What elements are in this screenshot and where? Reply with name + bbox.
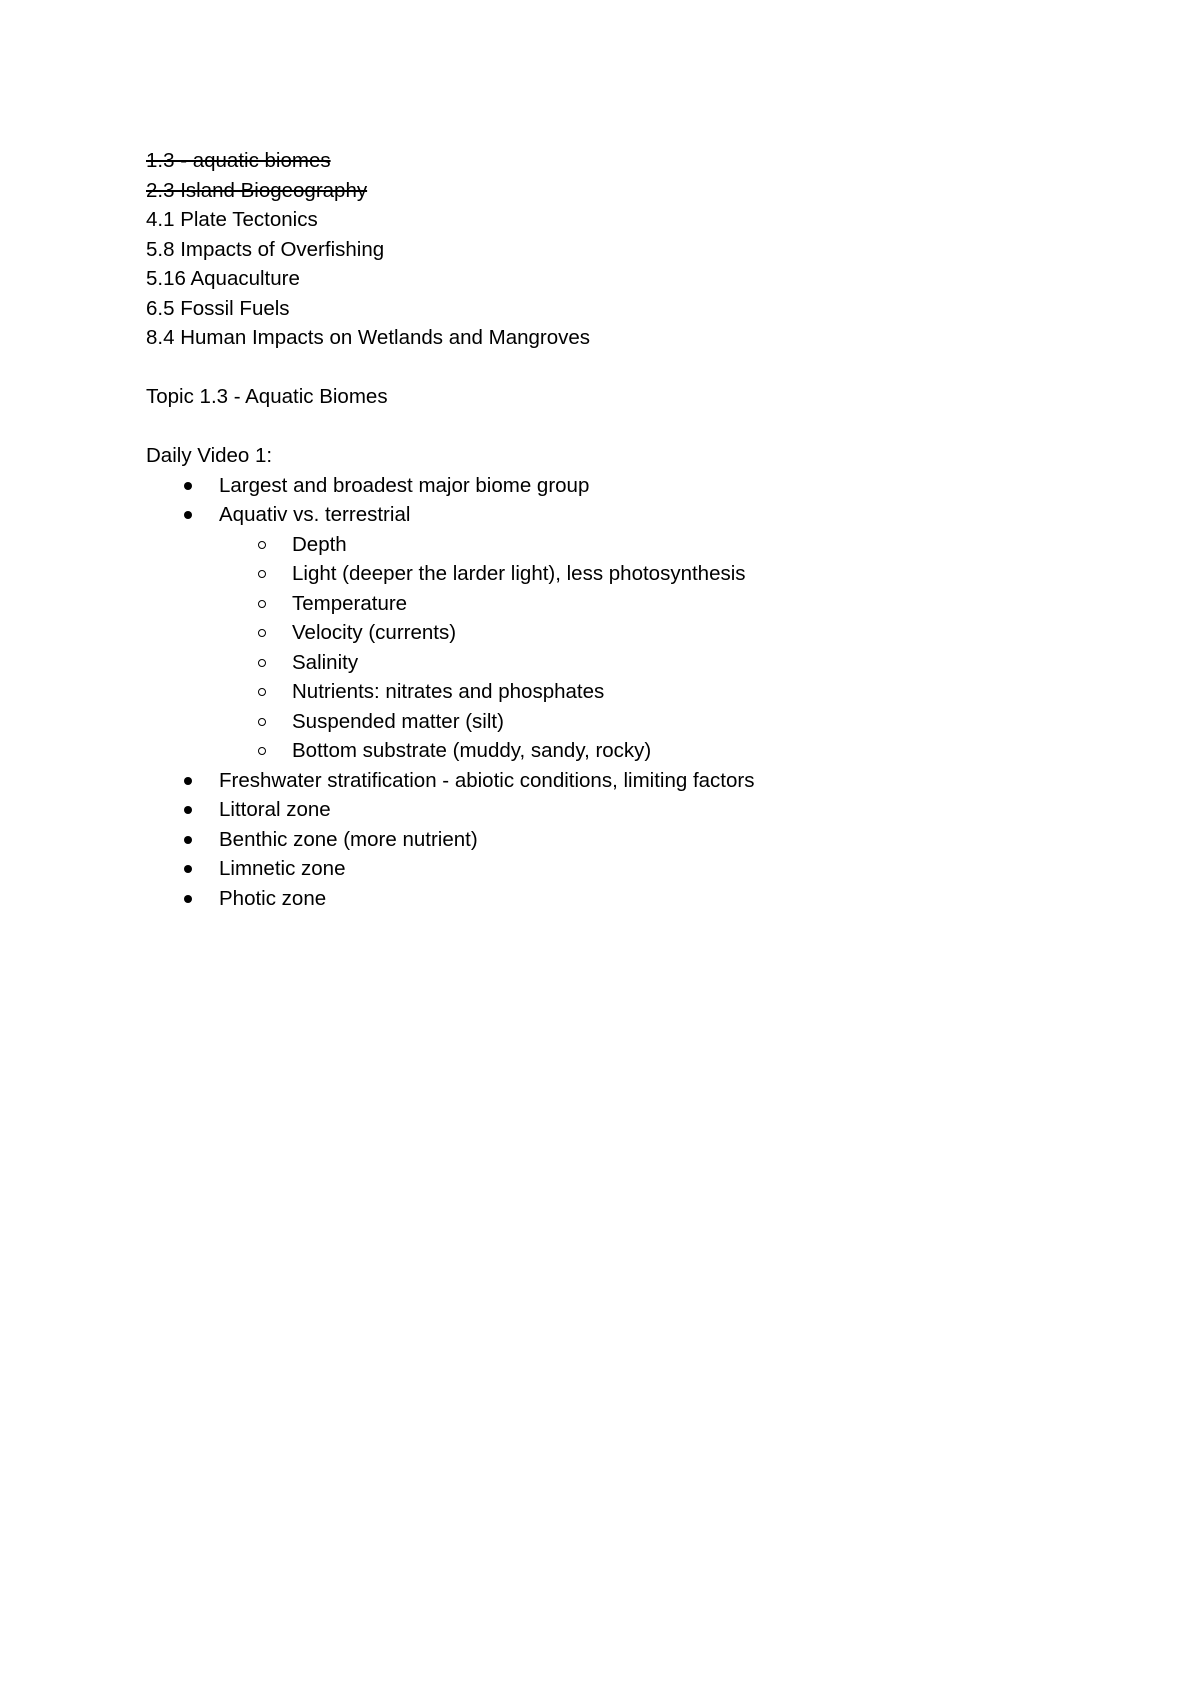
blank-line (146, 412, 1106, 442)
section-title: Topic 1.3 - Aquatic Biomes (146, 385, 388, 408)
bullet-circle-icon (258, 600, 266, 608)
sub-list-item (146, 648, 1106, 678)
bullet-disc-icon (184, 511, 192, 519)
sub-list-item-text: Salinity (292, 650, 359, 674)
topic-item: 5.8 Impacts of Overfishing (146, 237, 385, 261)
bullet-circle-icon (258, 659, 266, 667)
bullet-circle-icon (258, 718, 266, 726)
topic-item: 8.4 Human Impacts on Wetlands and Mangroves (146, 326, 591, 349)
sub-list-item (146, 559, 1106, 589)
bullet-disc-icon (184, 806, 192, 814)
topic-item: 4.1 Plate Tectonics (146, 208, 318, 231)
sub-list-item (146, 618, 1106, 648)
bullet-circle-icon (258, 747, 266, 755)
bullet-circle-icon (258, 629, 266, 637)
blank-line (146, 353, 1106, 383)
bullet-disc-icon (184, 865, 192, 873)
list-item-text: Littoral zone (219, 798, 331, 821)
sub-list-item (146, 707, 1106, 737)
topic-list (146, 146, 1106, 353)
sub-list-item-text: Bottom substrate (muddy, sandy, rocky) (292, 739, 652, 762)
topic-item-struck: 1.3 - aquatic biomes (146, 149, 331, 172)
list-item-text: Aquativ vs. terrestrial (219, 503, 411, 526)
video-heading: Daily Video 1: (146, 444, 273, 467)
sub-list-item (146, 736, 1106, 766)
notes-list (146, 471, 1106, 914)
list-item (146, 500, 1106, 530)
list-item-text: Limnetic zone (219, 857, 346, 880)
bullet-disc-icon (184, 777, 192, 785)
list-item-text: Photic zone (219, 886, 327, 910)
list-item-text: Benthic zone (more nutrient) (219, 827, 478, 851)
sub-list-item-text: Nutrients: nitrates and phosphates (292, 680, 605, 703)
sub-list-item (146, 677, 1106, 707)
list-item (146, 471, 1106, 501)
bullet-circle-icon (258, 688, 266, 696)
sub-list-item (146, 530, 1106, 560)
bullet-circle-icon (258, 541, 266, 549)
list-item (146, 825, 1106, 855)
list-item (146, 884, 1106, 914)
sub-list-item-text: Temperature (292, 591, 408, 615)
topic-item: 6.5 Fossil Fuels (146, 296, 290, 320)
sub-list-item-text: Suspended matter (silt) (292, 709, 504, 733)
sub-list-item-text: Depth (292, 532, 347, 556)
sub-list-item (146, 589, 1106, 619)
list-item (146, 854, 1106, 884)
list-item-text: Freshwater stratification - abiotic conditions, limiting factors (219, 768, 755, 792)
document-body (146, 146, 1106, 913)
topic-item: 5.16 Aquaculture (146, 267, 300, 290)
list-item (146, 795, 1106, 825)
list-item-text: Largest and broadest major biome group (219, 473, 590, 497)
topic-item-struck: 2.3 Island Biogeography (146, 178, 368, 202)
sub-list-item-text: Velocity (currents) (292, 621, 457, 644)
list-item (146, 766, 1106, 796)
bullet-disc-icon (184, 482, 192, 490)
bullet-circle-icon (258, 570, 266, 578)
sub-list-item-text: Light (deeper the larder light), less photosynthesis (292, 562, 746, 585)
bullet-disc-icon (184, 895, 192, 903)
bullet-disc-icon (184, 836, 192, 844)
